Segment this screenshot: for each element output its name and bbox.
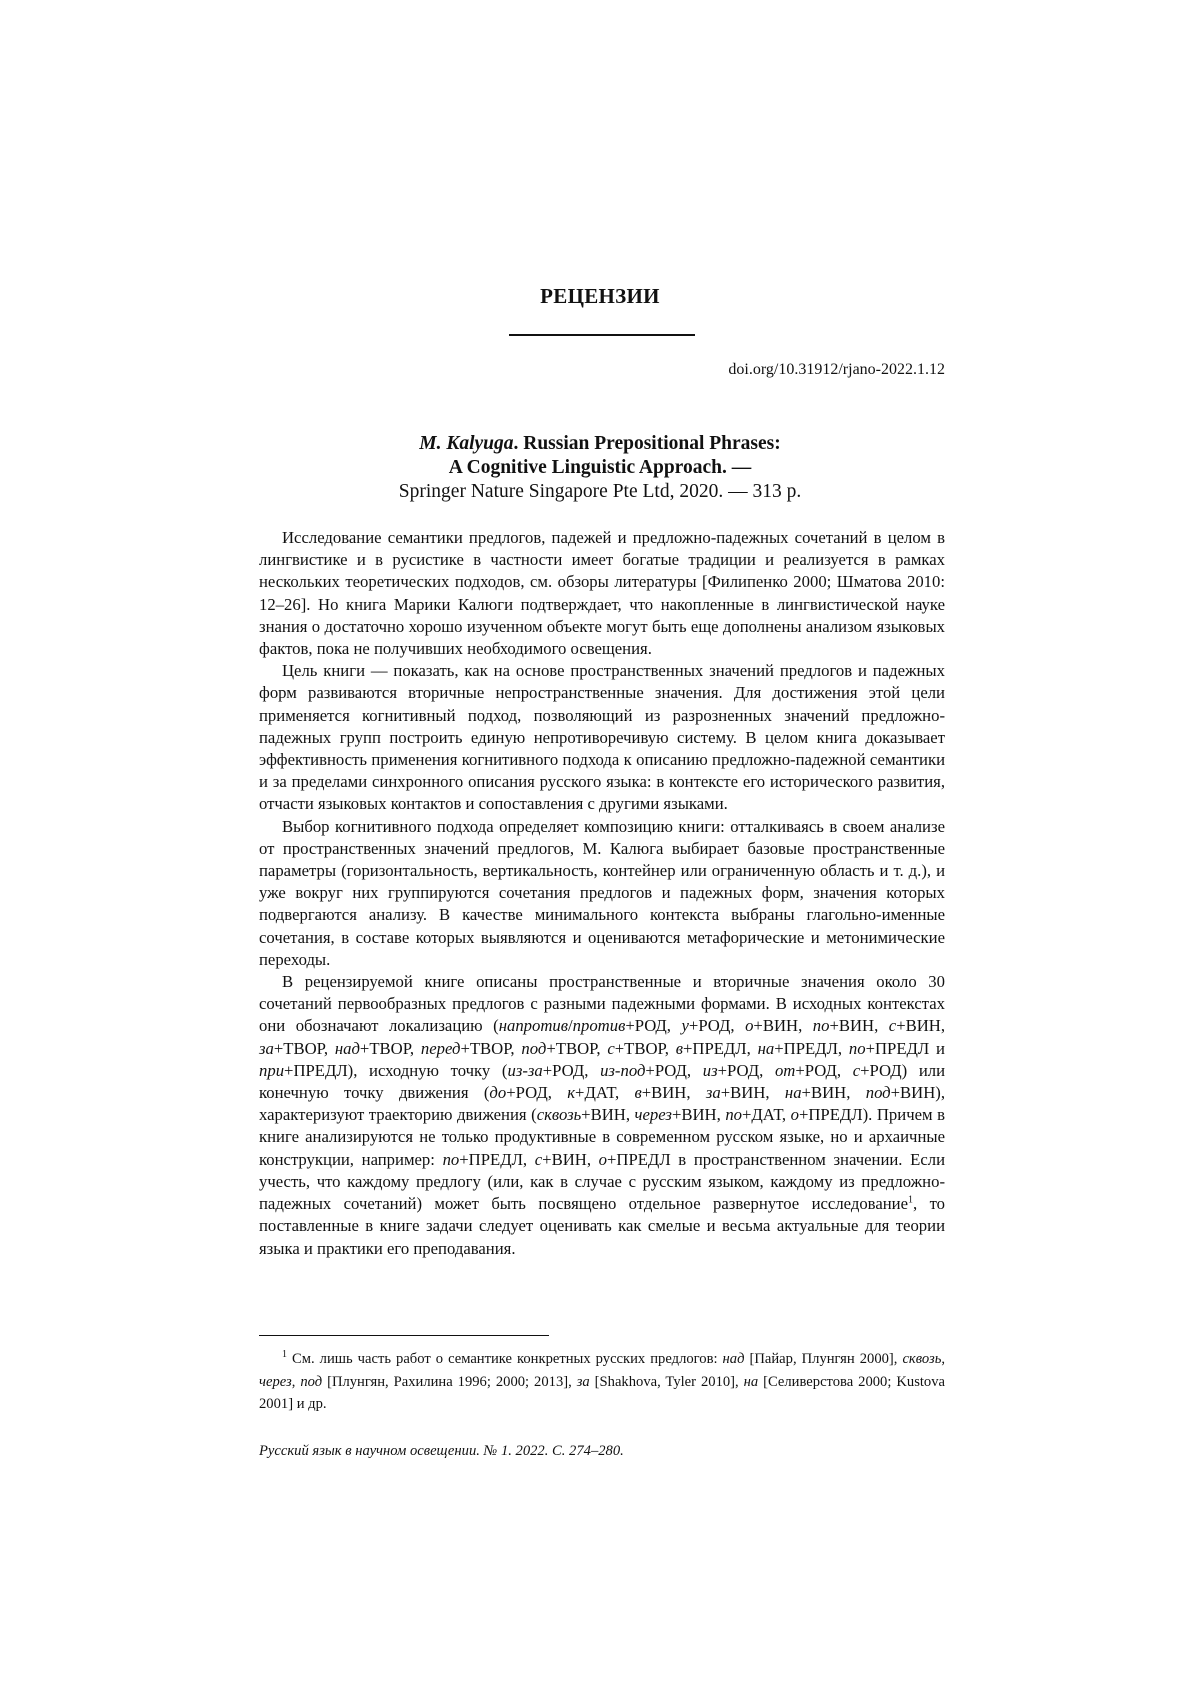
paragraph-2: Цель книги — показать, как на основе пространственных значений предлогов и падежных форм развиваются вторичные непространственные значения. Для достижения этой цели применяется когнитивный подход, позволяющий из разрозненных значений предложно-падежных групп построить единую непротиворечивую систему. В целом книга доказывает эффективность применения когнитивного подхода к описанию предложно-падежной семантики и за пределами синхронного описания русского языка: в контексте его исторического развития, отчасти языковых контактов и сопоставления с другими языками. <box>259 661 945 814</box>
doi-link[interactable]: doi.org/10.31912/rjano-2022.1.12 <box>728 361 945 378</box>
book-title: . Russian Prepositional Phrases: <box>513 433 781 454</box>
footnote-separator <box>259 1335 549 1336</box>
book-author: M. Kalyuga <box>419 433 514 454</box>
journal-reference: Русский язык в научном освещении. № 1. 2022. С. 274–280. <box>259 1443 624 1459</box>
review-body <box>259 527 945 1260</box>
book-publisher: Springer Nature Singapore Pte Ltd, 2020. — 313 p. <box>398 481 802 502</box>
title-underline <box>509 334 695 336</box>
footnote-number: 1 <box>282 1349 287 1361</box>
section-title: РЕЦЕНЗИИ <box>540 284 660 308</box>
paragraph-3: Выбор когнитивного подхода определяет композицию книги: отталкиваясь в своем анализе от пространственных значений предлогов, М. Калюга выбирает базовые пространственные параметры (горизонтальность, вертикальность, контейнер или ограниченную область и т. д.), и уже вокруг них группируются сочетания предлогов и падежных форм, значения которых подвергаются анализу. В качестве минимального контекста выбраны глагольно-именные сочетания, в составе которых выявляются и оцениваются метафорические и метонимические переходы. <box>259 816 945 969</box>
paragraph-1: Исследование семантики предлогов, падежей и предложно-падежных сочетаний в целом в лингвистике и в русистике в частности имеет богатые традиции и реализуется в рамках нескольких теоретических подходов, см. обзоры литературы [Филипенко 2000; Шматова 2010: 12–26]. Но книга Марики Калюги подтверждает, что накопленные в лингвистической науке знания о достаточно хорошо изученном объекте могут быть еще дополнены анализом языковых фактов, пока не получивших необходимого освещения. <box>259 528 945 659</box>
book-title-line-1 <box>0 432 1200 456</box>
paragraph-4: В рецензируемой книге описаны пространственные и вторичные значения около 30 сочетаний первообразных предлогов с разными падежными формами. В исходных контекстах они обозначают локализацию (напротив/против+РОД, у+РОД, о+ВИН, по+ВИН, с+ВИН, за+ТВОР, над+ТВОР, перед+ТВОР, под+ТВОР, с+ТВОР, в+ПРЕДЛ, на+ПРЕДЛ, по+ПРЕДЛ и при+ПРЕДЛ), исходную точку (из-за+РОД, из-под+РОД, из+РОД, от+РОД, с+РОД) или конечную точку движения (до+РОД, к+ДАТ, в+ВИН, за+ВИН, на+ВИН, под+ВИН), характеризуют траекторию движения (сквозь+ВИН, через+ВИН, по+ДАТ, о+ПРЕДЛ). Причем в книге анализируются не только продуктивные в современном русском языке, но и архаичные конструкции, например: по+ПРЕДЛ, с+ВИН, о+ПРЕДЛ в пространственном значении. Если учесть, что каждому предлогу (или, как в случае с русским языком, каждому из предложно-падежных сочетаний) может быть посвящено отдельное развернутое исследование$^1$, то поставленные в книге задачи следует оценивать как смелые и весьма актуальные для теории языка и практики его преподавания. <box>259 972 946 1258</box>
footnote-1: $^1$ См. лишь часть работ о семантике конкретных русских предлогов: над [Пайар, Плунгян 2000], сквозь, через, под [Плунгян, Рахилина 1996; 2000; 2013], за [Shakhova, Tyler 2010], на [Селиверстова 2000; Kustova 2001] и др. <box>259 1349 945 1412</box>
book-reference <box>0 432 1200 504</box>
footnote-ref[interactable]: 1 <box>908 1194 914 1206</box>
book-title-line-2: A Cognitive Linguistic Approach. — <box>448 457 752 478</box>
